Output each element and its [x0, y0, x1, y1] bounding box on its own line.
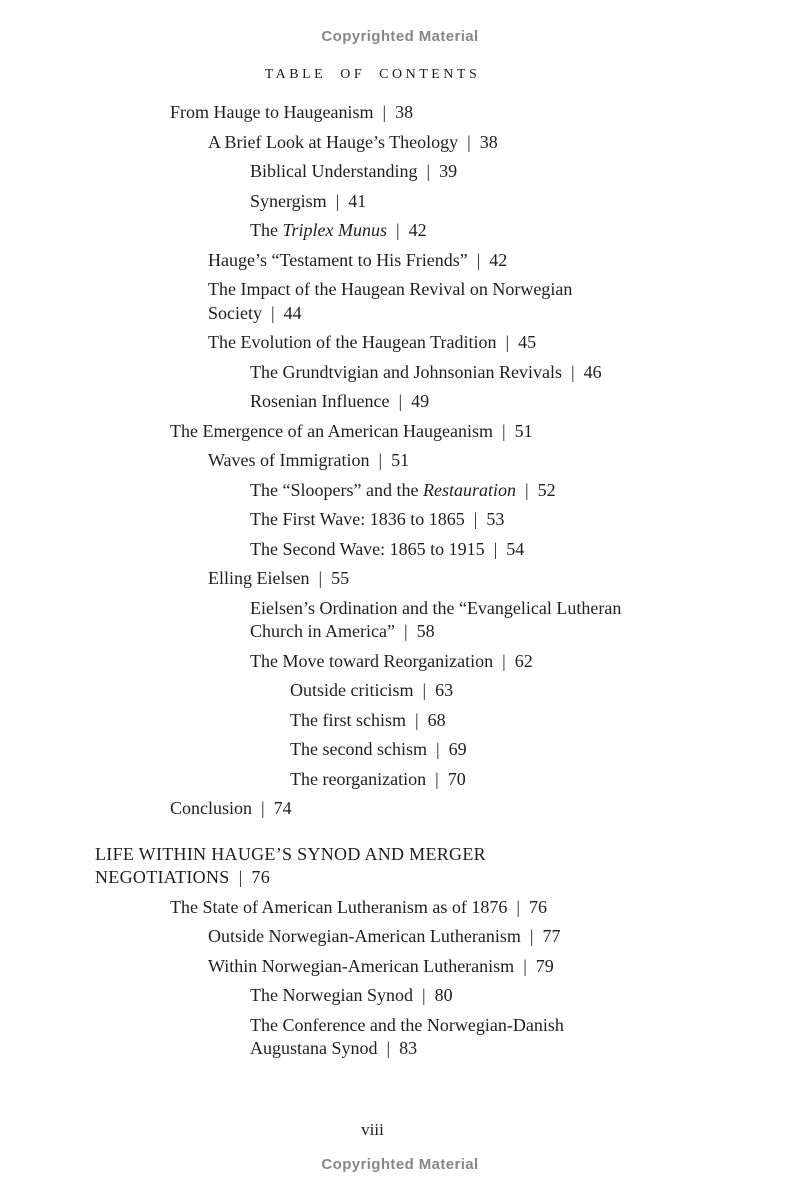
toc-entry-line — [250, 1037, 650, 1061]
toc-page-number: 55 — [331, 568, 350, 588]
toc-page-number: 58 — [416, 621, 435, 641]
toc-entry — [95, 190, 650, 214]
page-number: viii — [361, 1120, 384, 1139]
toc-separator-bar: | — [398, 391, 403, 411]
toc-entry-title: The — [250, 220, 283, 240]
toc-entry-title: Elling Eielsen — [208, 568, 310, 588]
toc-entry — [95, 797, 650, 821]
toc-page-number: 51 — [391, 450, 410, 470]
toc-separator-bar: | — [421, 985, 426, 1005]
toc-entry-line — [250, 160, 650, 184]
toc-entry-title: Outside Norwegian-American Lutheranism — [208, 926, 521, 946]
toc-entry-title: The Conference and the Norwegian-Danish — [250, 1014, 564, 1035]
toc-entry-title: LIFE WITHIN HAUGE’S SYNOD AND MERGER — [95, 843, 486, 864]
toc-entry — [95, 249, 650, 273]
toc-page-number: 42 — [489, 249, 508, 270]
toc-page-number: 42 — [408, 220, 427, 240]
toc-title: TABLE OF CONTENTS — [264, 67, 481, 82]
toc-separator-bar: | — [473, 509, 478, 529]
toc-separator-bar: | — [502, 650, 506, 671]
toc-entry-title: The “Sloopers” and the — [250, 479, 423, 500]
toc-entry-line — [250, 620, 650, 644]
toc-entry — [95, 1014, 650, 1061]
toc-separator-bar: | — [523, 955, 527, 976]
toc-separator-bar: | — [467, 131, 471, 152]
toc-entry-line — [208, 449, 650, 473]
toc-separator-bar: | — [493, 538, 498, 559]
toc-entry-line — [208, 567, 650, 591]
toc-entry — [95, 679, 650, 703]
toc-entry-title: Within Norwegian-American Lutheranism — [208, 955, 515, 976]
toc-entry-line — [250, 597, 650, 621]
toc-entry-title: The second schism — [290, 739, 427, 759]
toc-entry-line — [208, 249, 650, 273]
toc-separator-bar: | — [426, 161, 431, 181]
toc-entry-line — [250, 479, 650, 503]
toc-separator-bar: | — [382, 102, 387, 122]
toc-page-number: 51 — [514, 420, 533, 441]
toc-separator-bar: | — [570, 361, 575, 382]
toc-entry-line — [208, 925, 650, 949]
toc-entry — [95, 768, 650, 792]
toc-page-number: 83 — [399, 1038, 418, 1058]
toc-entry-title: The first schism — [290, 709, 406, 730]
toc-entry-line — [170, 101, 650, 125]
toc-entry-title: Eielsen’s Ordination and the “Evangelical Lutheran — [250, 597, 622, 618]
toc-entry-title: Church in America” — [250, 621, 395, 641]
toc-entry — [95, 650, 650, 674]
toc-separator-bar: | — [261, 798, 265, 818]
toc-entry-line — [250, 538, 650, 562]
toc-page-number: 53 — [486, 509, 505, 529]
toc-page-number: 77 — [542, 926, 561, 946]
toc-page-number: 79 — [535, 955, 554, 976]
toc-entry-title: The Grundtvigian and Johnsonian Revivals — [250, 361, 562, 382]
toc-page-number: 38 — [479, 131, 498, 152]
toc-entry — [95, 896, 650, 920]
toc-entry-title: The Impact of the Haugean Revival on Norwegian — [208, 279, 573, 299]
toc-entry-title: Biblical Understanding — [250, 161, 418, 181]
toc-separator-bar: | — [386, 1038, 391, 1058]
toc-entry-line — [208, 131, 650, 155]
toc-entry — [95, 219, 650, 243]
toc-separator-bar: | — [414, 709, 419, 730]
toc-separator-bar: | — [476, 249, 481, 270]
toc-entry-title: The reorganization — [290, 768, 427, 789]
toc-entry — [95, 738, 650, 762]
toc-entry-line — [250, 361, 650, 385]
toc-entry — [95, 101, 650, 125]
toc-entry-line — [208, 955, 650, 979]
toc-page-number: 41 — [348, 190, 367, 211]
toc-entry-title: Synergism — [250, 190, 327, 211]
toc-page-number: 46 — [583, 361, 602, 382]
toc-entry-title-italic: Restauration — [422, 479, 516, 500]
toc-entry-line — [208, 331, 650, 355]
toc-entry-line — [95, 866, 650, 890]
toc-separator-bar: | — [524, 479, 529, 500]
toc-chapter-entry — [95, 843, 650, 890]
toc-page-number: 63 — [435, 680, 454, 700]
toc-entry-title: The Second Wave: 1865 to 1915 — [250, 538, 485, 559]
toc-page-number: 69 — [448, 739, 467, 759]
toc-entry — [95, 984, 650, 1008]
toc-separator-bar: | — [505, 332, 510, 352]
toc-entry-line — [250, 390, 650, 414]
toc-page-number: 70 — [447, 768, 466, 789]
toc-entry — [95, 567, 650, 591]
toc-separator-bar: | — [435, 768, 439, 789]
toc-entry-line — [250, 508, 650, 532]
toc-entry-title: NEGOTIATIONS — [95, 867, 230, 887]
toc-entry — [95, 278, 650, 325]
toc-page-number: 39 — [439, 161, 458, 181]
toc-page-number: 44 — [283, 302, 302, 323]
toc-entry-title: From Hauge to Haugeanism — [170, 102, 374, 122]
toc-entry-line — [250, 984, 650, 1008]
toc-separator-bar: | — [502, 420, 506, 441]
toc-entry — [95, 390, 650, 414]
toc-entry-title: Society — [208, 302, 262, 323]
toc-separator-bar: | — [516, 896, 521, 917]
toc-entry-title: Conclusion — [170, 798, 253, 818]
toc-entry-line — [250, 1014, 650, 1038]
toc-separator-bar: | — [271, 302, 275, 323]
toc-separator-bar: | — [238, 867, 243, 887]
toc-separator-bar: | — [422, 680, 427, 700]
toc-entry — [95, 449, 650, 473]
toc-page-number: 49 — [411, 391, 430, 411]
toc-page-number: 38 — [395, 102, 414, 122]
toc-page-number: 76 — [251, 867, 271, 887]
toc-entry-line — [290, 709, 650, 733]
toc-entry-line — [208, 278, 650, 302]
toc-list — [95, 101, 650, 1067]
toc-entry — [95, 508, 650, 532]
toc-entry-title: The First Wave: 1836 to 1865 — [250, 509, 465, 529]
toc-entry-line — [250, 650, 650, 674]
toc-entry-title: Hauge’s “Testament to His Friends” — [208, 249, 468, 270]
copyright-notice-bottom: Copyrighted Material — [321, 1156, 479, 1173]
toc-entry-line — [170, 896, 650, 920]
toc-entry — [95, 131, 650, 155]
toc-entry — [95, 955, 650, 979]
toc-entry — [95, 361, 650, 385]
toc-separator-bar: | — [335, 190, 340, 211]
toc-page-number: 54 — [506, 538, 525, 559]
toc-entry-title: Waves of Immigration — [208, 450, 370, 470]
toc-entry-line — [208, 302, 650, 326]
toc-entry-title: Rosenian Influence — [250, 391, 390, 411]
toc-entry-title: The Emergence of an American Haugeanism — [170, 420, 494, 441]
toc-page-number: 80 — [434, 985, 453, 1005]
toc-entry — [95, 709, 650, 733]
toc-entry-title: A Brief Look at Hauge’s Theology — [208, 131, 459, 152]
toc-page-number: 76 — [529, 896, 548, 917]
toc-entry-line — [170, 420, 650, 444]
toc-page-number: 45 — [518, 332, 537, 352]
toc-entry — [95, 538, 650, 562]
toc-entry-title-italic: Triplex Munus — [282, 220, 387, 240]
toc-separator-bar: | — [529, 926, 534, 946]
toc-entry — [95, 597, 650, 644]
toc-entry — [95, 479, 650, 503]
toc-entry-line — [250, 219, 650, 243]
toc-separator-bar: | — [378, 450, 383, 470]
toc-page-number: 74 — [273, 798, 292, 818]
toc-separator-bar: | — [403, 621, 408, 641]
toc-separator-bar: | — [318, 568, 323, 588]
toc-entry-title: The Move toward Reorganization — [250, 650, 494, 671]
toc-entry — [95, 160, 650, 184]
toc-entry-line — [250, 190, 650, 214]
toc-page-number: 62 — [514, 650, 533, 671]
toc-page-number: 68 — [427, 709, 446, 730]
toc-separator-bar: | — [396, 220, 400, 240]
toc-entry-line — [290, 768, 650, 792]
toc-entry-title: The Norwegian Synod — [250, 985, 413, 1005]
toc-entry — [95, 331, 650, 355]
toc-entry — [95, 925, 650, 949]
toc-entry-title: The Evolution of the Haugean Tradition — [208, 332, 497, 352]
toc-entry-line — [170, 797, 650, 821]
toc-entry-title: Augustana Synod — [250, 1038, 378, 1058]
toc-page-number: 52 — [537, 479, 556, 500]
toc-entry-title: Outside criticism — [290, 680, 414, 700]
toc-separator-bar: | — [435, 739, 440, 759]
toc-entry-title: The State of American Lutheranism as of 1876 — [170, 896, 508, 917]
toc-entry-line — [95, 843, 650, 867]
toc-entry-line — [290, 679, 650, 703]
toc-entry-line — [290, 738, 650, 762]
copyright-notice-top: Copyrighted Material — [321, 28, 479, 45]
toc-entry — [95, 420, 650, 444]
